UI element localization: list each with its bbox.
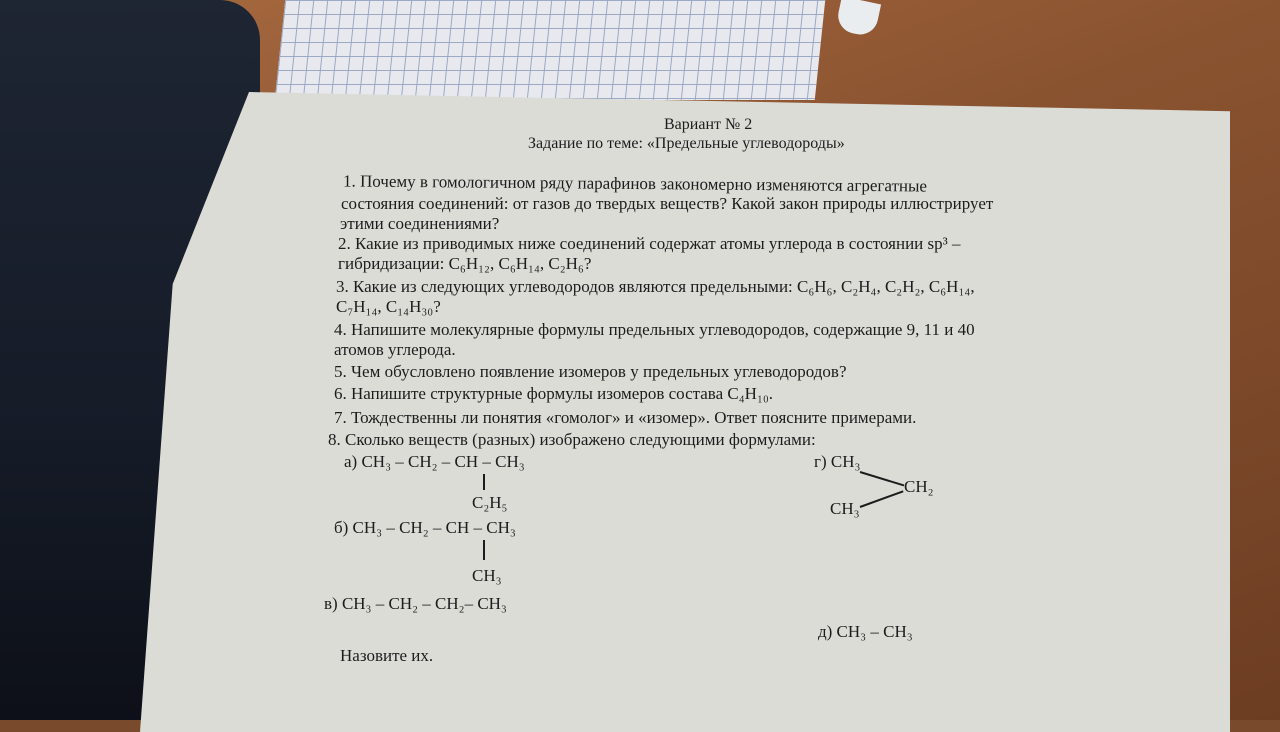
question-1-line-3: этими соединениями? [340,214,500,233]
question-6: 6. Напишите структурные формулы изомеров состава C₄H₁₀. [334,384,774,403]
variant-title: Вариант № 2 [664,116,753,133]
formula-d: д) CH₃ – CH₃ [818,622,913,641]
question-1-line-1: 1. Почему в гомологичном ряду парафинов закономерно изменяются агрегатные [342,171,928,196]
question-4-line-2: атомов углерода. [334,340,456,359]
question-2-line-2: гибридизации: C₆H₁₂, C₆H₁₄, C₂H₆? [338,254,592,273]
formula-b: б) CH₃ – CH₂ – CH – CH₃ [334,518,516,537]
question-7: 7. Тождественны ли понятия «гомолог» и «изомер». Ответ поясните примерами. [334,408,917,427]
formula-g-mid: CH₂ [904,477,934,496]
name-them-instruction: Назовите их. [340,646,434,665]
formula-b-bond [483,540,485,560]
question-5: 5. Чем обусловлено появление изомеров у предельных углеводородов? [334,362,847,381]
formula-a: а) CH₃ – CH₂ – CH – CH₃ [344,452,525,471]
question-1-line-2: состояния соединений: от газов до твердых веществ? Какой закон природы иллюстрирует [341,194,994,213]
question-3-line-2: C₇H₁₄, C₁₄H₃₀? [336,297,441,316]
topic-title: Задание по теме: «Предельные углеводороды» [528,135,845,152]
formula-a-branch: C₂H₅ [472,493,508,512]
formula-g-bottom: CH₃ [830,499,860,518]
formula-b-branch: CH₃ [472,566,502,585]
question-3-line-1: 3. Какие из следующих углеводородов являются предельными: C₆H₆, C₂H₄, C₂H₂, C₆H₁₄, [336,277,975,296]
formula-v: в) CH₃ – CH₂ – CH₂– CH₃ [324,594,507,613]
formula-g-top: г) CH₃ [814,452,861,471]
question-8: 8. Сколько веществ (разных) изображено следующими формулами: [328,430,816,449]
formula-a-bond [483,474,485,490]
question-2-line-1: 2. Какие из приводимых ниже соединений содержат атомы углерода в состоянии sp³ – [338,234,961,253]
graph-paper-sheet [275,0,826,100]
question-4-line-1: 4. Напишите молекулярные формулы предельных углеводородов, содержащие 9, 11 и 40 [334,320,975,339]
